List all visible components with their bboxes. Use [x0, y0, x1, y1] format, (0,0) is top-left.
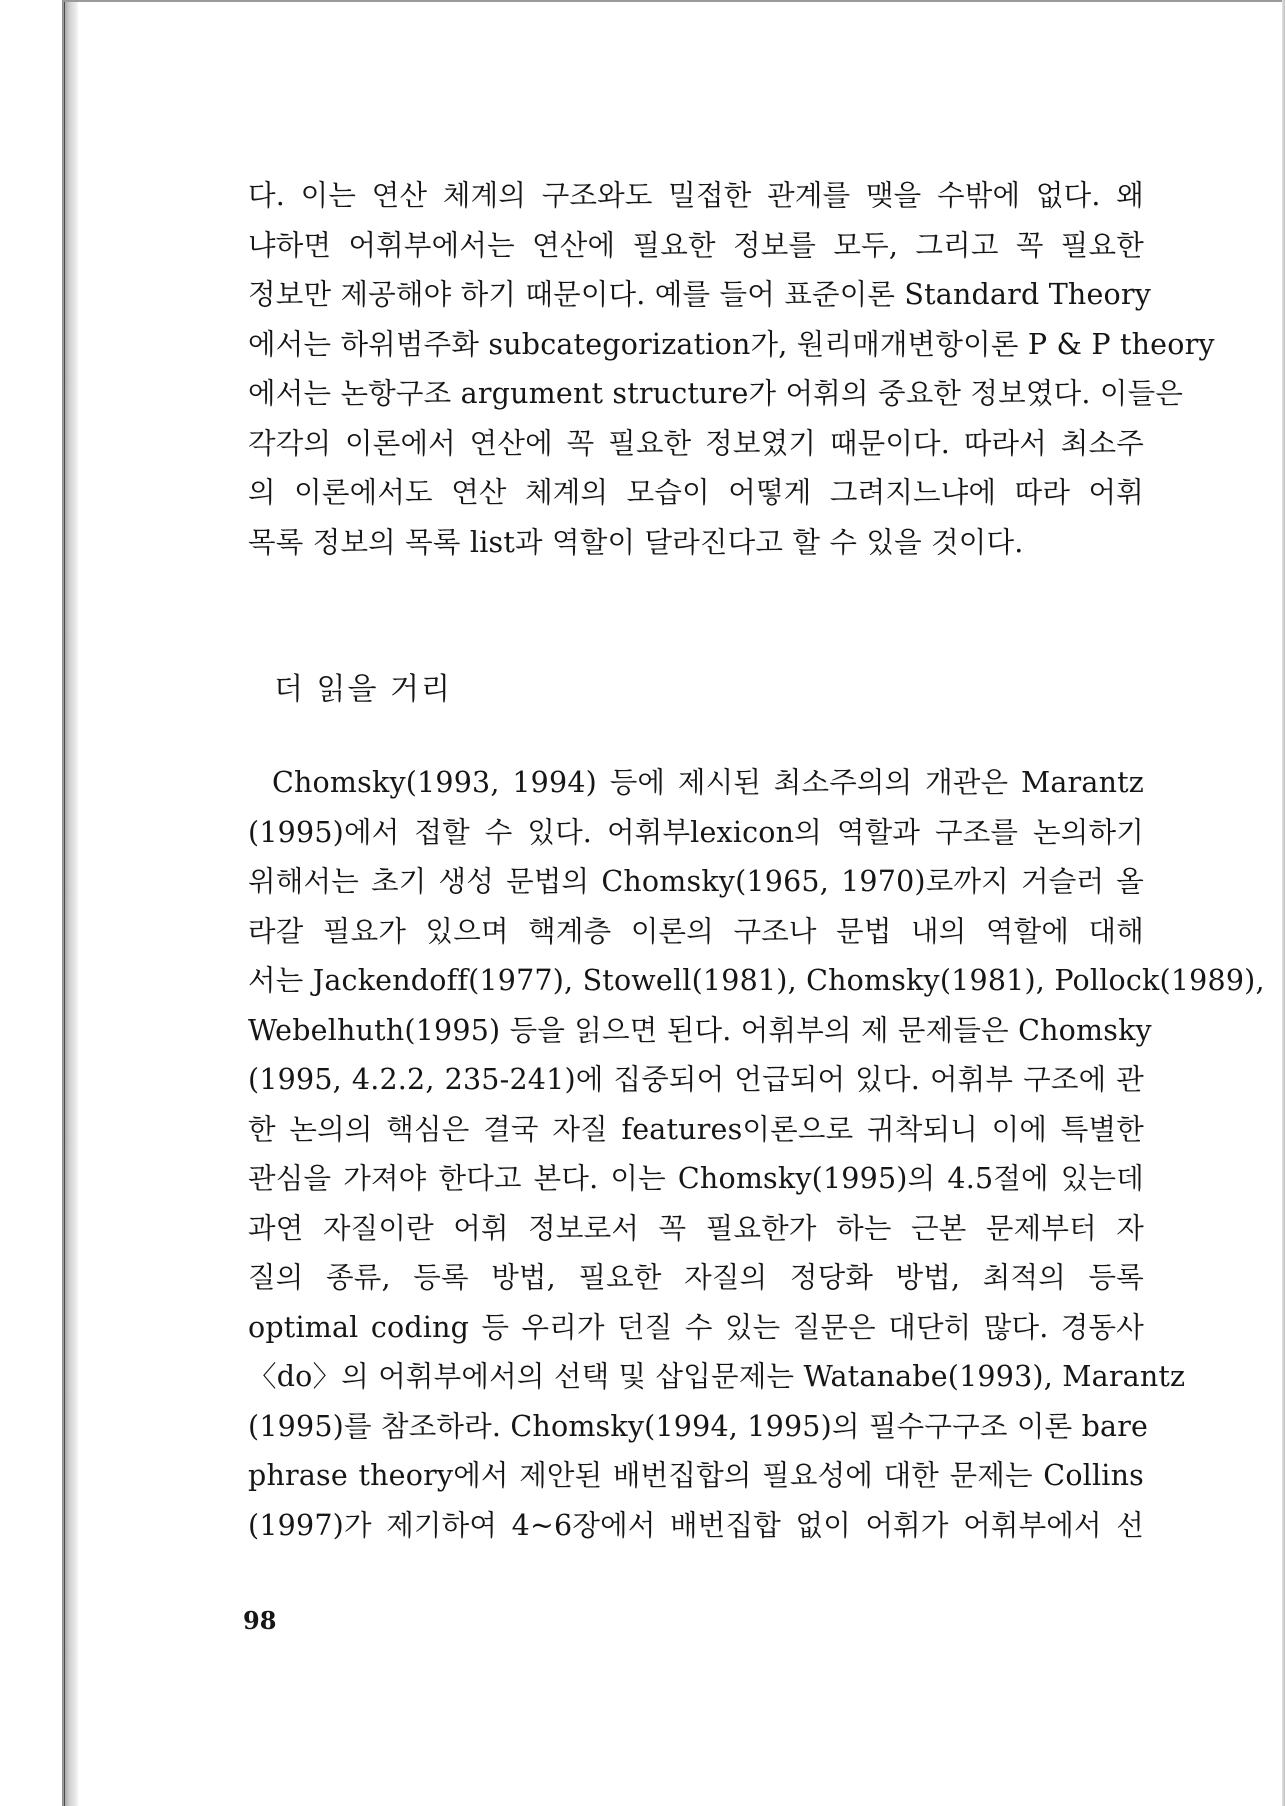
- text-line: phrase theory에서 제안된 배번집합의 필요성에 대한 문제는 Collins: [248, 1459, 1144, 1492]
- text-line: 질의 종류, 등록 방법, 필요한 자질의 정당화 방법, 최적의 등록: [248, 1261, 1144, 1294]
- text-line: Webelhuth(1995) 등을 읽으면 된다. 어휘부의 제 문제들은 Chomsky: [248, 1013, 1152, 1047]
- text-line: (1995, 4.2.2, 235-241)에 집중되어 언급되어 있다. 어휘부 구조에 관: [248, 1063, 1144, 1096]
- text-line: (1997)가 제기하여 4~6장에서 배번집합 없이 어휘가 어휘부에서 선: [248, 1508, 1144, 1542]
- text-line: 과연 자질이란 어휘 정보로서 꼭 필요한가 하는 근본 문제부터 자: [248, 1211, 1144, 1245]
- text-line: 다. 이는 연산 체계의 구조와도 밀접한 관계를 맺을 수밖에 없다. 왜: [248, 179, 1144, 212]
- text-line: 위해서는 초기 생성 문법의 Chomsky(1965, 1970)로까지 거슬러 올: [248, 865, 1144, 898]
- text-line: (1995)를 참조하라. Chomsky(1994, 1995)의 필수구구조 이론 bare: [248, 1409, 1149, 1443]
- text-line: optimal coding 등 우리가 던질 수 있는 질문은 대단히 많다. 경동사: [248, 1310, 1144, 1344]
- body-paragraph-1: [248, 171, 1215, 567]
- text-line: 의 이론에서도 연산 체계의 모습이 어떻게 그려지느냐에 따라 어휘: [248, 476, 1144, 509]
- section-heading: 더 읽을 거리: [274, 672, 452, 707]
- text-line: Chomsky(1993, 1994) 등에 제시된 최소주의의 개관은 Marantz: [272, 766, 1144, 799]
- text-line: 목록 정보의 목록 list과 역할이 달라진다고 할 수 있을 것이다.: [248, 525, 1024, 559]
- text-line: 각각의 이론에서 연산에 꼭 필요한 정보였기 때문이다. 따라서 최소주: [248, 426, 1144, 460]
- text-line: 에서는 논항구조 argument structure가 어휘의 중요한 정보였다. 이들은: [248, 377, 1184, 410]
- page-left-edge: [64, 0, 65, 1806]
- text-line: 정보만 제공해야 하기 때문이다. 예를 들어 표준이론 Standard Theory: [248, 278, 1152, 311]
- text-line: 에서는 하위범주화 subcategorization가, 원리매개변항이론 P & P theory: [248, 327, 1215, 361]
- text-line: 〈do〉의 어휘부에서의 선택 및 삽입문제는 Watanabe(1993), Marantz: [248, 1360, 1186, 1393]
- text-line: 서는 Jackendoff(1977), Stowell(1981), Chomsky(1981), Pollock(1989),: [248, 964, 1265, 997]
- text-line: (1995)에서 접할 수 있다. 어휘부lexicon의 역할과 구조를 논의하기: [248, 815, 1144, 849]
- text-line: 관심을 가져야 한다고 본다. 이는 Chomsky(1995)의 4.5절에 있는데: [248, 1162, 1144, 1195]
- text-line: 한 논의의 핵심은 결국 자질 features이론으로 귀착되니 이에 특별한: [248, 1112, 1144, 1146]
- text-line: 라갈 필요가 있으며 핵계층 이론의 구조나 문법 내의 역할에 대해: [248, 914, 1144, 948]
- page-number: 98: [243, 1606, 277, 1635]
- body-paragraph-2: [248, 758, 1265, 1550]
- text-line: 냐하면 어휘부에서는 연산에 필요한 정보를 모두, 그리고 꼭 필요한: [248, 228, 1144, 262]
